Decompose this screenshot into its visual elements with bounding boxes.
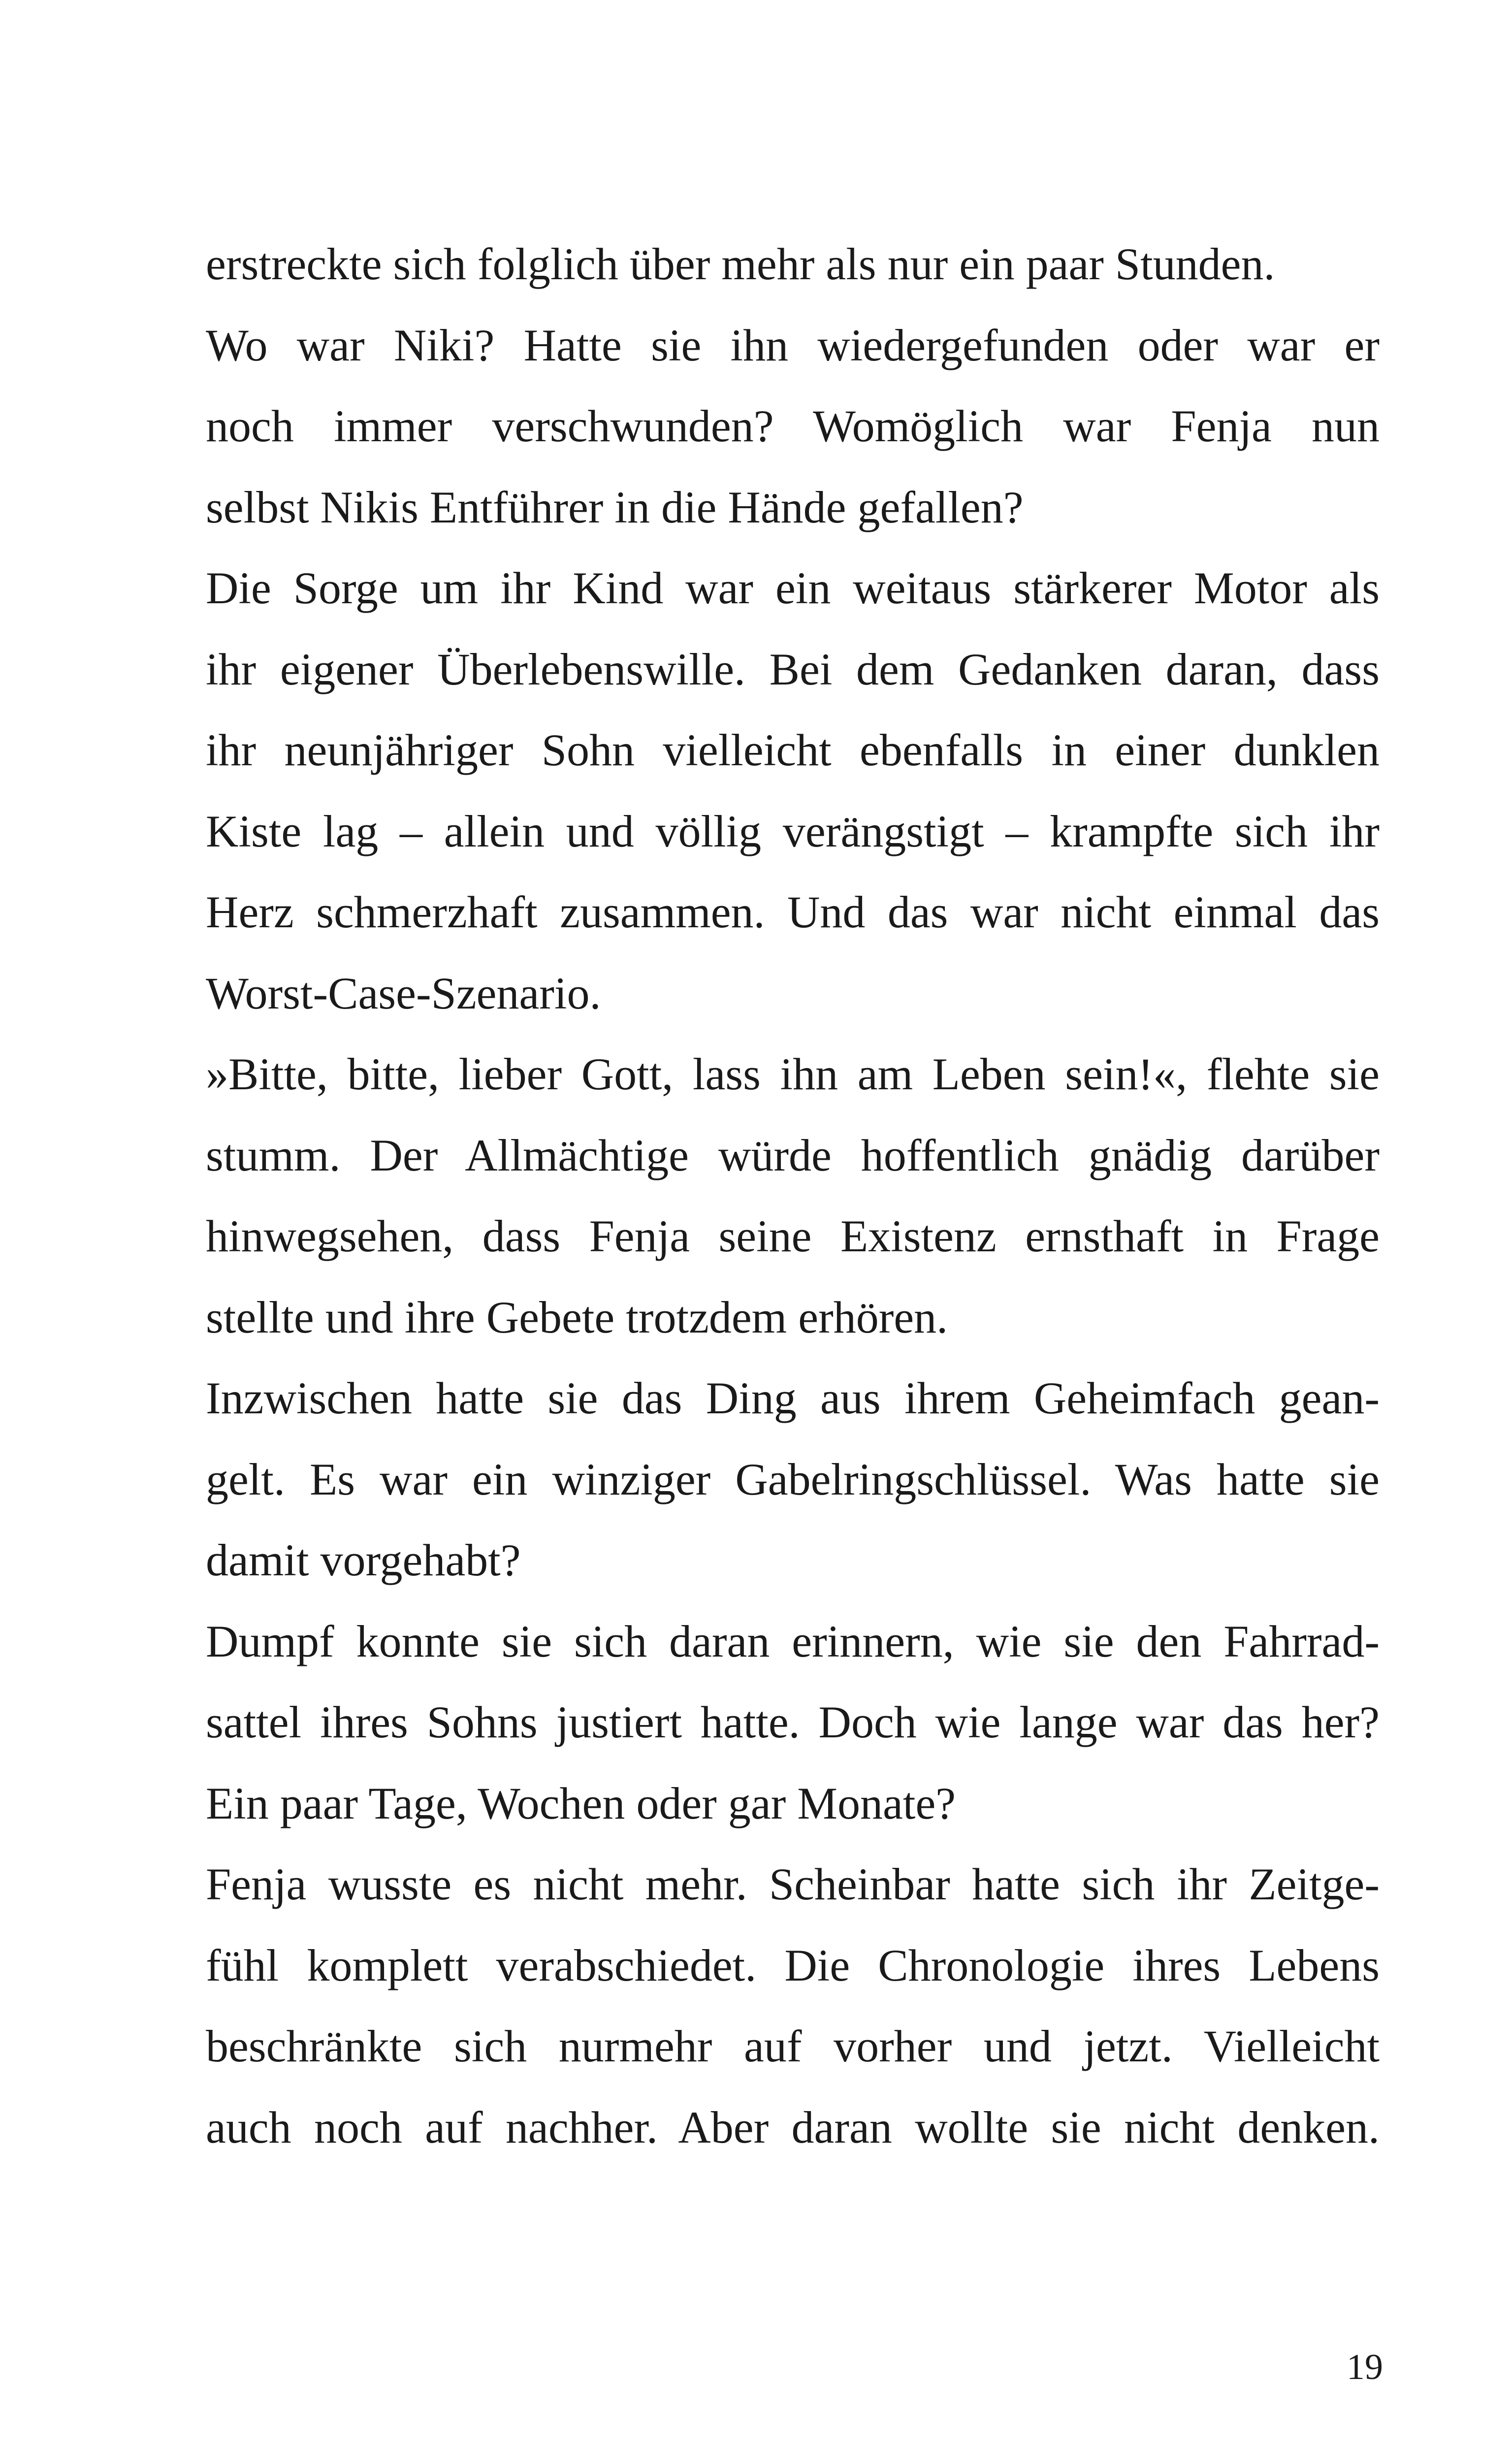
text-line: noch immer verschwunden? Womöglich war Fenja nun (206, 401, 1380, 451)
text-line: hinwegsehen, dass Fenja seine Existenz ernsthaft in Frage (206, 1211, 1380, 1261)
text-line: Kiste lag – allein und völlig verängstigt – krampfte sich ihr (206, 806, 1380, 856)
text-line: Worst-Case-Szenario. (206, 968, 601, 1018)
text-line: stumm. Der Allmächtige würde hoffentlich gnädig darüber (206, 1130, 1380, 1180)
text-line: erstreckte sich folglich über mehr als nur ein paar Stunden. (206, 239, 1275, 289)
text-line: gelt. Es war ein winziger Gabelringschlüssel. Was hatte sie (206, 1454, 1380, 1504)
text-line: damit vorgehabt? (206, 1535, 521, 1585)
text-line: Fenja wusste es nicht mehr. Scheinbar hatte sich ihr Zeitge- (206, 1859, 1380, 1909)
text-line: Die Sorge um ihr Kind war ein weitaus stärkerer Motor als (206, 563, 1380, 613)
text-line: beschränkte sich nurmehr auf vorher und jetzt. Vielleicht (206, 2021, 1380, 2071)
text-line: sattel ihres Sohns justiert hatte. Doch wie lange war das her? (206, 1697, 1380, 1747)
text-line: Herz schmerzhaft zusammen. Und das war nicht einmal das (206, 887, 1380, 937)
body-text (206, 224, 1380, 2168)
text-line: »Bitte, bitte, lieber Gott, lass ihn am Leben sein!«, flehte sie (206, 1049, 1380, 1099)
page-number: 19 (1347, 2347, 1383, 2387)
text-line: ihr neunjähriger Sohn vielleicht ebenfalls in einer dunklen (206, 725, 1380, 775)
text-line: Dumpf konnte sie sich daran erinnern, wie sie den Fahrrad- (206, 1616, 1380, 1666)
text-line: Inzwischen hatte sie das Ding aus ihrem Geheimfach gean- (206, 1373, 1380, 1423)
text-line: Ein paar Tage, Wochen oder gar Monate? (206, 1778, 956, 1828)
text-line: auch noch auf nachher. Aber daran wollte sie nicht denken. (206, 2102, 1380, 2152)
text-line: selbst Nikis Entführer in die Hände gefallen? (206, 482, 1024, 532)
text-line: Wo war Niki? Hatte sie ihn wiedergefunden oder war er (206, 320, 1380, 370)
text-line: fühl komplett verabschiedet. Die Chronologie ihres Lebens (206, 1940, 1380, 1990)
text-line: stellte und ihre Gebete trotzdem erhören. (206, 1292, 948, 1342)
text-line: ihr eigener Überlebenswille. Bei dem Gedanken daran, dass (206, 644, 1380, 694)
